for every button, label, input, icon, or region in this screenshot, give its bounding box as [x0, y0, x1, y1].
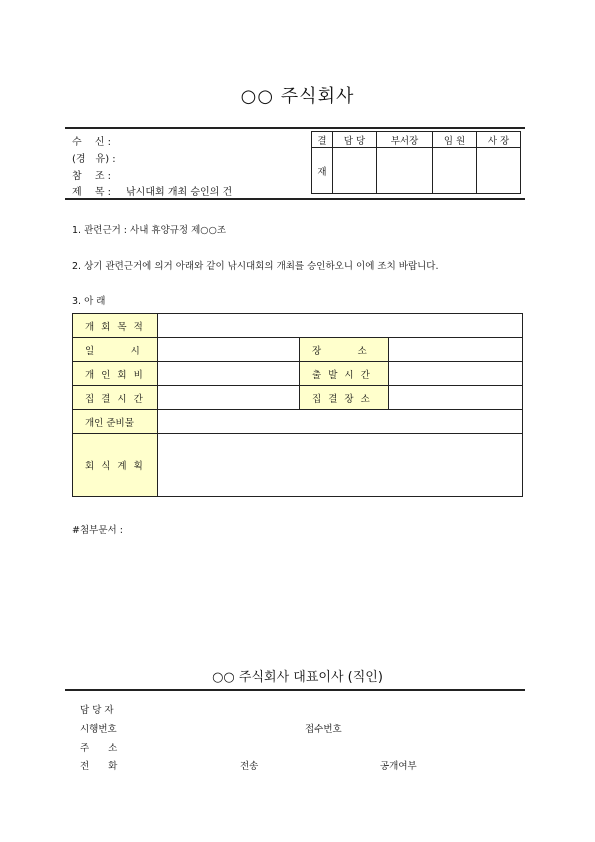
body-line-1: 1. 관련근거 : 사내 휴양규정 제○○조 [72, 225, 227, 236]
date-label: 일 시 [73, 338, 158, 362]
subject-label: 제 목 : [72, 187, 112, 198]
approval-sign-staff[interactable] [333, 148, 377, 194]
approval-sign-director[interactable] [433, 148, 477, 194]
cost-label: 개 인 회 비 [73, 362, 158, 386]
departure-field[interactable] [389, 362, 523, 386]
purpose-field[interactable] [158, 314, 523, 338]
approval-side-top: 결 [312, 132, 333, 148]
cost-field[interactable] [158, 362, 300, 386]
address-label: 주 소 [80, 743, 118, 754]
items-label: 개인 준비물 [73, 410, 158, 434]
gather-time-field[interactable] [158, 386, 300, 410]
approval-col-director: 임 원 [433, 132, 477, 148]
header-divider [65, 198, 525, 200]
place-label: 장 소 [300, 338, 389, 362]
subject-value: 낚시대회 개최 승인의 건 [126, 187, 233, 198]
issuer-line: ○○ 주식회사 대표이사 (직인) [212, 670, 383, 685]
approval-col-manager: 부서장 [376, 132, 432, 148]
via-label: (경 유) : [72, 154, 116, 165]
approval-col-staff: 담 당 [333, 132, 377, 148]
gather-place-field[interactable] [389, 386, 523, 410]
approval-side-bottom: 재 [312, 148, 333, 194]
manager-label: 담 당 자 [80, 705, 114, 716]
document-title: ○○ 주식회사 [240, 86, 355, 107]
date-field[interactable] [158, 338, 300, 362]
items-field[interactable] [158, 410, 523, 434]
plan-label: 회 식 계 획 [73, 434, 158, 497]
body-line-3: 3. 아 래 [72, 296, 106, 307]
recipient-label: 수 신 : [72, 137, 112, 148]
approval-sign-manager[interactable] [376, 148, 432, 194]
approval-box [311, 131, 521, 194]
receipt-number-label: 접수번호 [305, 724, 342, 735]
plan-field[interactable] [158, 434, 523, 497]
reference-label: 참 조 : [72, 171, 112, 182]
doc-number-label: 시행번호 [80, 724, 117, 735]
phone-label: 전 화 [80, 761, 118, 772]
event-table [72, 313, 523, 497]
attachment-label: #첨부문서 : [72, 525, 123, 536]
gather-time-label: 집 결 시 간 [73, 386, 158, 410]
approval-sign-president[interactable] [477, 148, 521, 194]
approval-col-president: 사 장 [477, 132, 521, 148]
place-field[interactable] [389, 338, 523, 362]
disclosure-label: 공개여부 [380, 761, 417, 772]
top-divider [65, 127, 525, 129]
gather-place-label: 집 결 장 소 [300, 386, 389, 410]
footer-divider [65, 689, 525, 691]
body-line-2: 2. 상기 관련근거에 의거 아래와 같이 낚시대회의 개최를 승인하오니 이에 조치 바랍니다. [72, 261, 439, 272]
fax-label: 전송 [240, 761, 259, 772]
departure-label: 출 발 시 간 [300, 362, 389, 386]
purpose-label: 개 회 목 적 [73, 314, 158, 338]
